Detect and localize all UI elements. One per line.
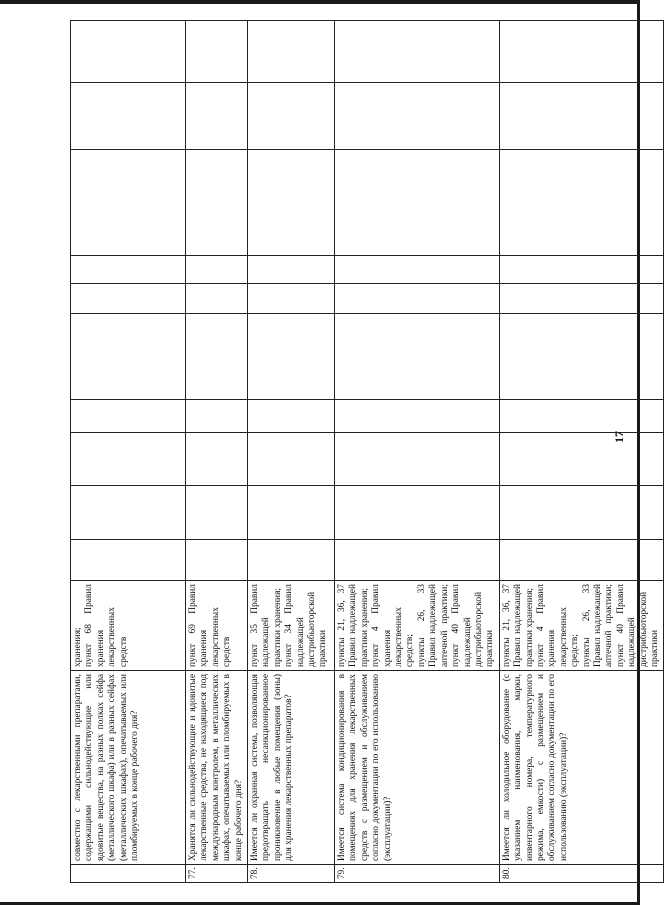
- question-cell: Хранятся ли сильнодействующие и ядовитые лекарственные средства, не находящиеся под международным контролем, в металлических шкафах, опечатываемых или пломбируемых в конце рабочего дня?: [186, 671, 248, 865]
- answer-cell: [186, 21, 248, 83]
- answer-cell: [335, 314, 500, 400]
- answer-cell: [248, 150, 335, 256]
- reference-cell: хранения; пункт 68 Правил хранения лекарственных средств: [71, 581, 186, 671]
- answer-cell: [499, 83, 664, 150]
- answer-cell: [71, 433, 186, 486]
- answer-cell: [186, 540, 248, 581]
- answer-cell: [248, 256, 335, 284]
- answer-cell: [499, 486, 664, 540]
- answer-cell: [335, 433, 500, 486]
- answer-cell: [335, 486, 500, 540]
- answer-cell: [71, 83, 186, 150]
- rotated-table-wrapper: [70, 21, 660, 883]
- table-row: [71, 21, 186, 883]
- answer-cell: [248, 83, 335, 150]
- answer-cell: [335, 284, 500, 314]
- question-cell: Имеется система кондиционирования в помещениях для хранения лекарственных средств с размещением и обслуживанием согласно документации по его использованию (эксплуатации)?: [335, 671, 500, 865]
- answer-cell: [335, 256, 500, 284]
- answer-cell: [186, 314, 248, 400]
- answer-cell: [248, 21, 335, 83]
- row-number: 79.: [335, 865, 500, 883]
- answer-cell: [186, 83, 248, 150]
- table-row: [248, 21, 335, 883]
- answer-cell: [248, 400, 335, 433]
- answer-cell: [335, 83, 500, 150]
- answer-cell: [335, 150, 500, 256]
- answer-cell: [248, 486, 335, 540]
- answer-cell: [335, 21, 500, 83]
- answer-cell: [499, 150, 664, 256]
- answer-cell: [186, 400, 248, 433]
- scan-edge-top: [0, 0, 640, 4]
- answer-cell: [499, 314, 664, 400]
- answer-cell: [186, 150, 248, 256]
- answer-cell: [248, 284, 335, 314]
- answer-cell: [71, 540, 186, 581]
- answer-cell: [71, 21, 186, 83]
- answer-cell: [499, 400, 664, 433]
- answer-cell: [248, 540, 335, 581]
- answer-cell: [186, 256, 248, 284]
- answer-cell: [499, 256, 664, 284]
- row-number: 77.: [186, 865, 248, 883]
- answer-cell: [71, 314, 186, 400]
- table-row: [186, 21, 248, 883]
- answer-cell: [71, 486, 186, 540]
- reference-cell: пункт 69 Правил хранения лекарственных средств: [186, 581, 248, 671]
- answer-cell: [248, 433, 335, 486]
- answer-cell: [71, 256, 186, 284]
- answer-cell: [335, 400, 500, 433]
- answer-cell: [186, 284, 248, 314]
- answer-cell: [186, 433, 248, 486]
- reference-cell: пункты 21, 36, 37 Правил надлежащей практики хранения; пункт 4 Правил хранения лекарственных средств; пункты 26, 33 Правил надлежащей аптечной практики; пункт 40 Правил надлежащей дистрибьюторской практики: [499, 581, 664, 671]
- answer-cell: [71, 150, 186, 256]
- answer-cell: [335, 540, 500, 581]
- reference-cell: пункты 21, 36, 37 Правил надлежащей практики хранения; пункт 4 Правил хранения лекарственных средств; пункты 26, 33 Правил надлежащей аптечной практики; пункт 40 Правил надлежащей дистрибьюторской практики: [335, 581, 500, 671]
- table-row: [499, 21, 664, 883]
- question-cell: Имеется ли охранная система, позволяющая предотвращать несанкционированное проникновение в любые помещения (зоны) для хранения лекарственных препаратов?: [248, 671, 335, 865]
- answer-cell: [499, 284, 664, 314]
- answer-cell: [71, 400, 186, 433]
- checklist-table: [70, 20, 664, 883]
- answer-cell: [499, 540, 664, 581]
- answer-cell: [71, 284, 186, 314]
- answer-cell: [499, 433, 664, 486]
- answer-cell: [186, 486, 248, 540]
- row-number: 78.: [248, 865, 335, 883]
- answer-cell: [499, 21, 664, 83]
- table-row: [335, 21, 500, 883]
- row-number: [71, 865, 186, 883]
- page-number: 17: [612, 431, 626, 443]
- row-number: 80.: [499, 865, 664, 883]
- answer-cell: [248, 314, 335, 400]
- question-cell: Имеется ли холодильное оборудование (с указанием наименования, марки, инвентарного номера, температурного режима, емкости) с размещением и обслуживанием согласно документации по его использованию (эксплуатации)?: [499, 671, 664, 865]
- question-cell: совместно с лекарственными препаратами, содержащими сильнодействующие или ядовитые вещества, на разных полках сейфа (металлического шкафа) или в разных сейфах (металлических шкафах), опечатываемых или пломбируемых в конце рабочего дня?: [71, 671, 186, 865]
- reference-cell: пункт 35 Правил надлежащей практики хранения; пункт 34 Правил надлежащей дистрибьюторской практики: [248, 581, 335, 671]
